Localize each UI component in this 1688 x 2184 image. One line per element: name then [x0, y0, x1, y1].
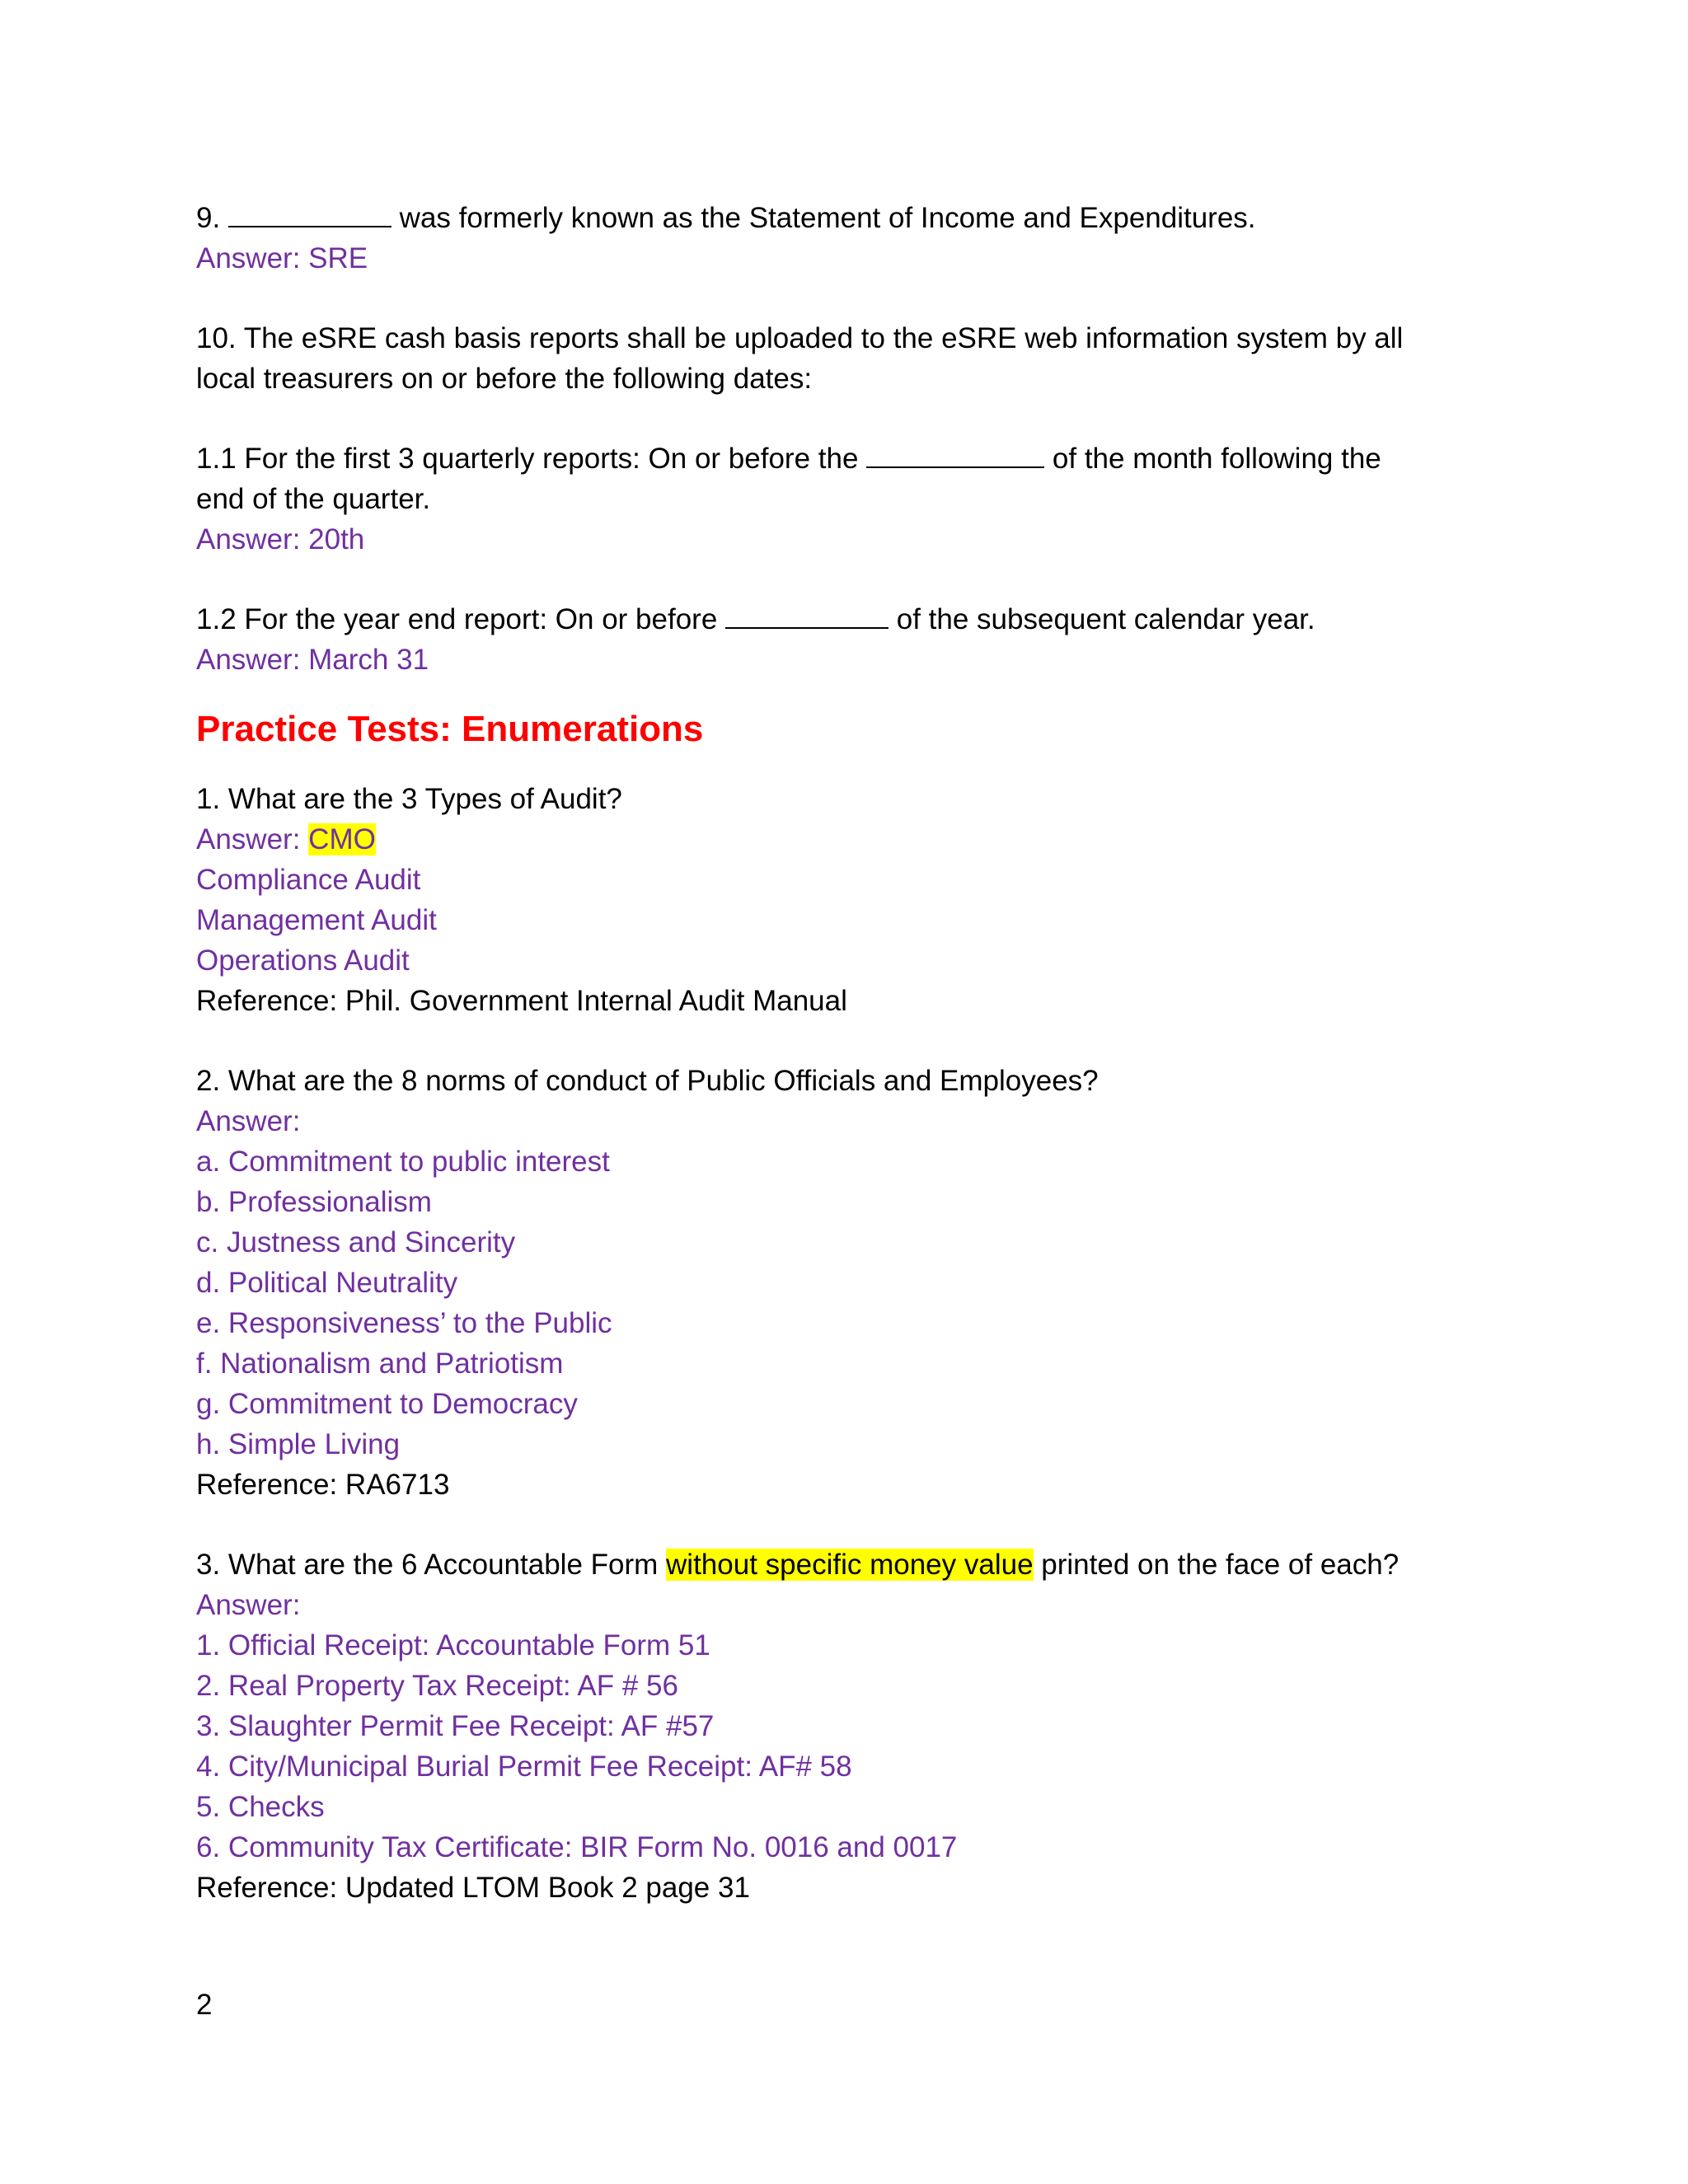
list-item: e. Responsiveness’ to the Public — [196, 1307, 612, 1339]
list-item: 3. Slaughter Permit Fee Receipt: AF #57 — [196, 1710, 715, 1742]
list-item: 6. Community Tax Certificate: BIR Form No. 0016 and 0017 — [196, 1831, 958, 1863]
sub1-text-before: 1.1 For the first 3 quarterly reports: On or before the — [196, 443, 859, 475]
list-item: Compliance Audit — [196, 864, 421, 896]
list-item: Management Audit — [196, 904, 437, 936]
list-item: g. Commitment to Democracy — [196, 1388, 578, 1420]
answer-blank — [228, 201, 392, 227]
sub1-answer: Answer: 20th — [196, 523, 365, 555]
list-item: 2. Real Property Tax Receipt: AF # 56 — [196, 1670, 678, 1702]
list-item: 1. Official Receipt: Accountable Form 51 — [196, 1629, 710, 1661]
sub1-text-after: of the month following the — [1052, 443, 1381, 475]
question-text-after: printed on the face of each? — [1041, 1549, 1400, 1581]
question-9 — [196, 198, 1523, 238]
list-item: h. Simple Living — [196, 1428, 401, 1460]
enum-2-reference: Reference: RA6713 — [196, 1469, 450, 1501]
question-10-sub2 — [196, 599, 1523, 640]
section-heading: Practice Tests: Enumerations — [196, 709, 704, 749]
list-item: f. Nationalism and Patriotism — [196, 1347, 564, 1380]
list-item: d. Political Neutrality — [196, 1267, 458, 1299]
answer-blank — [866, 442, 1044, 468]
question-9-text: was formerly known as the Statement of Income and Expenditures. — [399, 202, 1256, 234]
answer-highlight: CMO — [308, 823, 376, 855]
question-9-answer: Answer: SRE — [196, 242, 368, 274]
list-item: Operations Audit — [196, 944, 410, 977]
list-item: 5. Checks — [196, 1791, 325, 1823]
enum-3-question — [196, 1544, 1523, 1585]
question-10-text: 10. The eSRE cash basis reports shall be uploaded to the eSRE web information system by all local treasurers on or before the following dates: — [196, 322, 1404, 395]
question-highlight: without specific money value — [666, 1549, 1034, 1581]
question-10-sub1 — [196, 438, 1523, 479]
list-item: 4. City/Municipal Burial Permit Fee Receipt: AF# 58 — [196, 1750, 852, 1783]
sub2-answer: Answer: March 31 — [196, 644, 429, 676]
sub2-text-after: of the subsequent calendar year. — [896, 603, 1315, 635]
enum-3-reference: Reference: Updated LTOM Book 2 page 31 — [196, 1872, 750, 1904]
list-item: c. Justness and Sincerity — [196, 1226, 516, 1258]
list-item: a. Commitment to public interest — [196, 1146, 610, 1178]
page-number: 2 — [196, 1989, 213, 2021]
enum-1-answer — [196, 819, 1523, 860]
sub1-continuation: end of the quarter. — [196, 483, 431, 515]
enum-2-answer-label: Answer: — [196, 1105, 301, 1137]
enum-1-reference: Reference: Phil. Government Internal Audit Manual — [196, 985, 847, 1017]
question-text-before: 3. What are the 6 Accountable Form — [196, 1549, 659, 1581]
list-item: b. Professionalism — [196, 1186, 432, 1218]
enum-2-question: 2. What are the 8 norms of conduct of Public Officials and Employees? — [196, 1065, 1099, 1097]
answer-blank — [725, 602, 889, 629]
sub2-text-before: 1.2 For the year end report: On or before — [196, 603, 718, 635]
enum-3-answer-label: Answer: — [196, 1589, 301, 1621]
question-9-number: 9. — [196, 202, 221, 234]
answer-label: Answer: — [196, 823, 301, 855]
document-page — [196, 198, 1523, 1908]
enum-1-question: 1. What are the 3 Types of Audit? — [196, 783, 622, 815]
